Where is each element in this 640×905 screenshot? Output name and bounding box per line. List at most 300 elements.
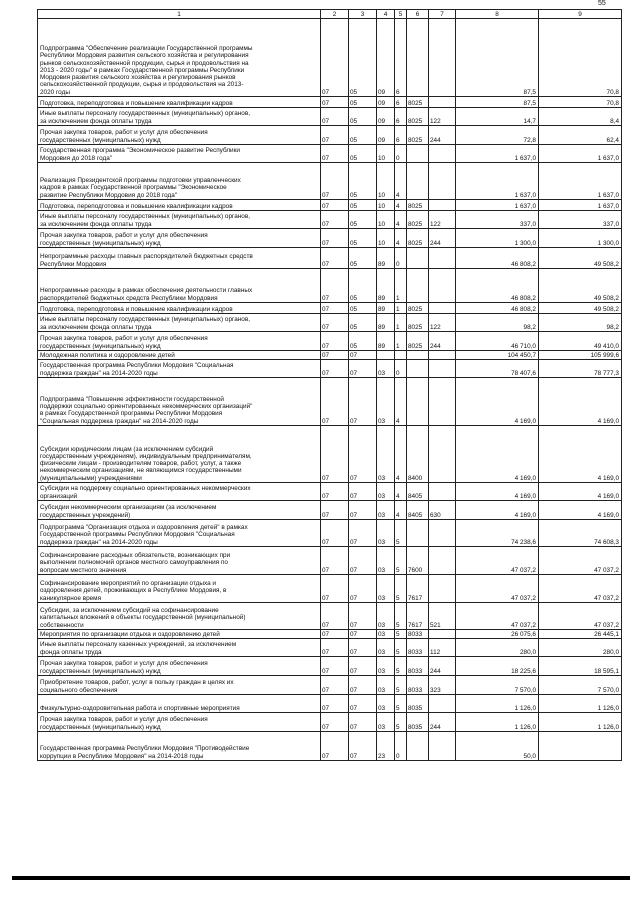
row-direction — [407, 360, 429, 378]
row-direction — [407, 248, 429, 269]
row-direction: 8035 — [407, 695, 429, 713]
row-direction: 8025 — [407, 97, 429, 108]
row-subprogram: 4 — [395, 229, 407, 248]
table-row — [38, 676, 622, 695]
row-subprogram: 0 — [395, 360, 407, 378]
row-subsection: 07 — [349, 360, 377, 378]
row-amount-year1: 46 808,2 — [456, 269, 539, 303]
row-subsection: 05 — [349, 19, 377, 97]
row-name: Государственная программа Республики Мордовия "Социальная поддержка граждан" на 2014-2020 годы — [38, 360, 321, 378]
row-subsection: 05 — [349, 332, 377, 351]
row-amount-year2: 47 037,2 — [539, 547, 622, 575]
row-name: Подпрограмма "Обеспечение реализации Государственной программы Республики Мордовия развития сельского хозяйства и регулирования рынков сельскохозяйственной продукции, сырья и продовольствия на 2013 - 2020 годы" в рамках Государственной программы Республики Мордовия развития сельского хозяйства и регулирования рынков сельскохозяйственной продукции, сырья и продовольствия на 2013- 2020 годы — [38, 19, 321, 97]
row-name: Непрограммные расходы главных распорядителей бюджетных средств Республики Мордовия — [38, 248, 321, 269]
row-expense-type — [429, 630, 456, 639]
row-subsection: 07 — [349, 713, 377, 732]
row-subprogram: 5 — [395, 695, 407, 713]
table-row — [38, 732, 622, 761]
row-subprogram: 0 — [395, 732, 407, 761]
row-expense-type — [429, 97, 456, 108]
table-row — [38, 332, 622, 351]
row-expense-type — [429, 163, 456, 200]
row-direction: 8033 — [407, 630, 429, 639]
row-amount-year1: 87,5 — [456, 97, 539, 108]
row-subprogram: 5 — [395, 639, 407, 657]
row-direction: 8025 — [407, 211, 429, 229]
row-amount-year1: 280,0 — [456, 639, 539, 657]
row-amount-year1: 7 570,0 — [456, 676, 539, 695]
row-subsection: 07 — [349, 520, 377, 547]
row-program: 03 — [377, 657, 395, 676]
row-name: Прочая закупка товаров, работ и услуг для обеспечения государственных (муниципальных) нужд — [38, 126, 321, 145]
row-amount-year2: 4 169,0 — [539, 483, 622, 501]
table-row — [38, 211, 622, 229]
row-subprogram: 5 — [395, 657, 407, 676]
row-expense-type: 122 — [429, 314, 456, 332]
row-amount-year1: 47 037,2 — [456, 575, 539, 603]
row-amount-year2: 70,8 — [539, 97, 622, 108]
row-amount-year1: 47 037,2 — [456, 603, 539, 630]
header-col-2: 2 — [321, 10, 349, 19]
row-amount-year1: 1 300,0 — [456, 229, 539, 248]
row-section: 07 — [321, 211, 349, 229]
row-amount-year2: 47 037,2 — [539, 603, 622, 630]
row-subsection: 07 — [349, 483, 377, 501]
row-subsection: 05 — [349, 145, 377, 163]
row-subsection: 05 — [349, 248, 377, 269]
row-subprogram — [395, 351, 407, 360]
row-amount-year1: 78 407,6 — [456, 360, 539, 378]
row-section: 07 — [321, 145, 349, 163]
row-amount-year1: 74 238,6 — [456, 520, 539, 547]
row-subprogram: 1 — [395, 314, 407, 332]
row-amount-year2: 105 999,6 — [539, 351, 622, 360]
row-direction — [407, 351, 429, 360]
row-direction — [407, 163, 429, 200]
row-direction — [407, 19, 429, 97]
row-amount-year2: 62,4 — [539, 126, 622, 145]
row-direction: 8025 — [407, 303, 429, 314]
row-expense-type: 521 — [429, 603, 456, 630]
row-name: Прочая закупка товаров, работ и услуг для обеспечения государственных (муниципальных) нужд — [38, 713, 321, 732]
row-expense-type — [429, 575, 456, 603]
row-section: 07 — [321, 501, 349, 520]
row-program: 09 — [377, 97, 395, 108]
row-subprogram: 4 — [395, 378, 407, 426]
row-amount-year2: 47 037,2 — [539, 575, 622, 603]
header-row — [38, 10, 622, 19]
row-expense-type — [429, 426, 456, 483]
row-expense-type — [429, 145, 456, 163]
row-amount-year2: 280,0 — [539, 639, 622, 657]
row-program: 89 — [377, 269, 395, 303]
row-name: Иные выплаты персоналу государственных (муниципальных) органов, за исключением фонда оплаты труда — [38, 211, 321, 229]
row-name: Подпрограмма "Повышение эффективности государственной поддержки социально ориентированных некоммерческих организаций" в рамках Государственной программы Республики Мордовия "Социальная поддержка граждан" на 2014-2020 годы — [38, 378, 321, 426]
row-name: Иные выплаты персоналу казенных учреждений, за исключением фонда оплаты труда — [38, 639, 321, 657]
table-row — [38, 229, 622, 248]
header-col-5: 5 — [395, 10, 407, 19]
header-col-9: 9 — [539, 10, 622, 19]
row-section: 07 — [321, 483, 349, 501]
row-program: 03 — [377, 676, 395, 695]
row-section: 07 — [321, 360, 349, 378]
row-subprogram: 0 — [395, 248, 407, 269]
row-subprogram: 5 — [395, 630, 407, 639]
row-program: 03 — [377, 426, 395, 483]
row-direction — [407, 269, 429, 303]
row-amount-year2: 70,8 — [539, 19, 622, 97]
row-name: Субсидии, за исключением субсидий на софинансирование капитальных вложений в объекты государственной (муниципальной) собственности — [38, 603, 321, 630]
row-direction: 8405 — [407, 483, 429, 501]
table-row — [38, 200, 622, 211]
row-direction — [407, 732, 429, 761]
row-expense-type: 244 — [429, 332, 456, 351]
header-col-6: 6 — [407, 10, 429, 19]
row-section: 07 — [321, 603, 349, 630]
row-expense-type: 244 — [429, 657, 456, 676]
row-name: Прочая закупка товаров, работ и услуг для обеспечения государственных (муниципальных) нужд — [38, 332, 321, 351]
row-program: 03 — [377, 483, 395, 501]
table-body — [38, 19, 622, 761]
row-subsection: 07 — [349, 630, 377, 639]
row-name: Реализация Президентской программы подготовки управленческих кадров в рамках Государственной программы "Экономическое развитие Республики Мордовия до 2018 года" — [38, 163, 321, 200]
row-amount-year2: 4 169,0 — [539, 501, 622, 520]
row-section: 07 — [321, 378, 349, 426]
row-amount-year2: 1 637,0 — [539, 145, 622, 163]
row-amount-year2: 1 637,0 — [539, 200, 622, 211]
row-subsection: 07 — [349, 695, 377, 713]
row-name: Субсидии на поддержку социально ориентированных некоммерческих организаций — [38, 483, 321, 501]
row-subprogram: 4 — [395, 163, 407, 200]
row-subsection: 05 — [349, 97, 377, 108]
row-amount-year2: 18 595,1 — [539, 657, 622, 676]
row-direction: 8025 — [407, 229, 429, 248]
row-section: 07 — [321, 713, 349, 732]
row-subprogram: 5 — [395, 676, 407, 695]
row-program: 03 — [377, 695, 395, 713]
row-name: Субсидии юридическим лицам (за исключением субсидий государственным учреждениям), индивидуальным предпринимателям, физическим лицам - производителям товаров, работ, услуг, а также некоммерческим организациям, не являющимся государственными (муниципальными) учреждениями — [38, 426, 321, 483]
row-amount-year2: 1 637,0 — [539, 163, 622, 200]
row-amount-year1: 46 710,0 — [456, 332, 539, 351]
row-section: 07 — [321, 229, 349, 248]
row-program: 10 — [377, 211, 395, 229]
row-section: 07 — [321, 732, 349, 761]
row-program: 09 — [377, 126, 395, 145]
row-program: 03 — [377, 501, 395, 520]
row-expense-type — [429, 360, 456, 378]
row-name: Физкультурно-оздоровительная работа и спортивные мероприятия — [38, 695, 321, 713]
table-row — [38, 97, 622, 108]
row-section: 07 — [321, 314, 349, 332]
row-section: 07 — [321, 108, 349, 126]
table-row — [38, 713, 622, 732]
row-program: 09 — [377, 19, 395, 97]
row-amount-year2: 49 410,0 — [539, 332, 622, 351]
row-amount-year2: 1 300,0 — [539, 229, 622, 248]
row-amount-year1: 1 637,0 — [456, 145, 539, 163]
row-expense-type — [429, 378, 456, 426]
row-expense-type: 244 — [429, 713, 456, 732]
row-amount-year1: 47 037,2 — [456, 547, 539, 575]
row-subprogram: 1 — [395, 269, 407, 303]
row-expense-type — [429, 19, 456, 97]
row-direction — [407, 378, 429, 426]
row-subprogram: 5 — [395, 520, 407, 547]
row-subprogram: 0 — [395, 145, 407, 163]
row-subsection: 07 — [349, 378, 377, 426]
row-program: 03 — [377, 639, 395, 657]
row-expense-type: 112 — [429, 639, 456, 657]
row-subsection: 07 — [349, 351, 377, 360]
header-col-4: 4 — [377, 10, 395, 19]
bottom-rule — [12, 876, 630, 880]
table-row — [38, 547, 622, 575]
row-expense-type — [429, 520, 456, 547]
row-program — [377, 351, 395, 360]
row-section: 07 — [321, 126, 349, 145]
row-direction: 7617 — [407, 603, 429, 630]
table-row — [38, 630, 622, 639]
table-row — [38, 426, 622, 483]
row-name: Прочая закупка товаров, работ и услуг для обеспечения государственных (муниципальных) нужд — [38, 229, 321, 248]
row-program: 03 — [377, 713, 395, 732]
row-amount-year2: 1 126,0 — [539, 713, 622, 732]
row-expense-type — [429, 200, 456, 211]
row-expense-type — [429, 303, 456, 314]
row-amount-year2: 78 777,3 — [539, 360, 622, 378]
row-subprogram: 4 — [395, 200, 407, 211]
row-amount-year2: 74 608,3 — [539, 520, 622, 547]
row-expense-type — [429, 269, 456, 303]
row-subsection: 05 — [349, 211, 377, 229]
page-number: 55 — [598, 0, 606, 7]
row-expense-type: 630 — [429, 501, 456, 520]
row-subsection: 05 — [349, 163, 377, 200]
row-program: 03 — [377, 360, 395, 378]
row-program: 10 — [377, 163, 395, 200]
table-row — [38, 360, 622, 378]
row-amount-year1: 14,7 — [456, 108, 539, 126]
row-amount-year1: 18 225,6 — [456, 657, 539, 676]
row-direction: 8033 — [407, 676, 429, 695]
row-section: 07 — [321, 520, 349, 547]
row-name: Подготовка, переподготовка и повышение квалификации кадров — [38, 200, 321, 211]
row-amount-year2: 49 508,2 — [539, 269, 622, 303]
row-subsection: 07 — [349, 547, 377, 575]
table-row — [38, 108, 622, 126]
row-name: Подпрограмма "Организация отдыха и оздоровления детей" в рамках Государственной программы Республики Мордовия "Социальная поддержка граждан" на 2014-2020 годы — [38, 520, 321, 547]
table-row — [38, 575, 622, 603]
row-amount-year1: 1 126,0 — [456, 713, 539, 732]
row-amount-year1: 72,8 — [456, 126, 539, 145]
row-direction: 7600 — [407, 547, 429, 575]
row-subsection: 07 — [349, 426, 377, 483]
table-row — [38, 163, 622, 200]
table-row — [38, 501, 622, 520]
row-subsection: 07 — [349, 657, 377, 676]
row-amount-year1: 4 169,0 — [456, 378, 539, 426]
table-row — [38, 351, 622, 360]
row-amount-year2: 4 169,0 — [539, 426, 622, 483]
row-program: 03 — [377, 378, 395, 426]
row-section: 07 — [321, 426, 349, 483]
row-name: Софинансирование мероприятий по организации отдыха и оздоровления детей, проживающих в Республике Мордовия, в каникулярное время — [38, 575, 321, 603]
row-subprogram: 6 — [395, 97, 407, 108]
row-program: 03 — [377, 575, 395, 603]
row-expense-type: 244 — [429, 229, 456, 248]
row-subsection: 07 — [349, 575, 377, 603]
row-program: 89 — [377, 303, 395, 314]
row-subsection: 07 — [349, 639, 377, 657]
row-amount-year1: 46 808,2 — [456, 248, 539, 269]
header-col-7: 7 — [429, 10, 456, 19]
row-amount-year1: 26 075,6 — [456, 630, 539, 639]
row-subprogram: 4 — [395, 483, 407, 501]
row-name: Иные выплаты персоналу государственных (муниципальных) органов, за исключением фонда оплаты труда — [38, 314, 321, 332]
row-section: 07 — [321, 575, 349, 603]
row-program: 23 — [377, 732, 395, 761]
row-name: Прочая закупка товаров, работ и услуг для обеспечения государственных (муниципальных) нужд — [38, 657, 321, 676]
row-expense-type — [429, 248, 456, 269]
row-section: 07 — [321, 630, 349, 639]
row-section: 07 — [321, 248, 349, 269]
row-expense-type — [429, 732, 456, 761]
row-section: 07 — [321, 639, 349, 657]
table-row — [38, 520, 622, 547]
row-direction: 8025 — [407, 332, 429, 351]
row-subsection: 05 — [349, 314, 377, 332]
row-section: 07 — [321, 200, 349, 211]
row-amount-year1: 98,2 — [456, 314, 539, 332]
row-name: Подготовка, переподготовка и повышение квалификации кадров — [38, 97, 321, 108]
row-subsection: 05 — [349, 108, 377, 126]
row-direction — [407, 520, 429, 547]
table-row — [38, 145, 622, 163]
row-section: 07 — [321, 657, 349, 676]
budget-table — [37, 9, 622, 761]
row-expense-type — [429, 547, 456, 575]
row-program: 10 — [377, 229, 395, 248]
row-amount-year2: 98,2 — [539, 314, 622, 332]
table-row — [38, 303, 622, 314]
row-amount-year1: 46 808,2 — [456, 303, 539, 314]
row-subsection: 05 — [349, 126, 377, 145]
row-amount-year2: 1 126,0 — [539, 695, 622, 713]
row-program: 03 — [377, 520, 395, 547]
row-subprogram: 4 — [395, 211, 407, 229]
row-program: 03 — [377, 603, 395, 630]
row-section: 07 — [321, 676, 349, 695]
table-row — [38, 695, 622, 713]
row-name: Приобретение товаров, работ, услуг в пользу граждан в целях их социального обеспечения — [38, 676, 321, 695]
row-amount-year2: 8,4 — [539, 108, 622, 126]
row-subprogram: 6 — [395, 108, 407, 126]
row-subprogram: 4 — [395, 426, 407, 483]
row-name: Иные выплаты персоналу государственных (муниципальных) органов, за исключением фонда оплаты труда — [38, 108, 321, 126]
table-row — [38, 657, 622, 676]
row-name: Подготовка, переподготовка и повышение квалификации кадров — [38, 303, 321, 314]
table-row — [38, 19, 622, 97]
row-section: 07 — [321, 269, 349, 303]
row-expense-type — [429, 351, 456, 360]
row-subsection: 07 — [349, 501, 377, 520]
row-direction: 8033 — [407, 639, 429, 657]
row-amount-year2: 49 508,2 — [539, 303, 622, 314]
row-amount-year1: 104 450,7 — [456, 351, 539, 360]
row-section: 07 — [321, 695, 349, 713]
row-expense-type: 122 — [429, 108, 456, 126]
table-row — [38, 603, 622, 630]
row-subprogram: 1 — [395, 332, 407, 351]
row-program: 10 — [377, 145, 395, 163]
row-amount-year2: 4 169,0 — [539, 378, 622, 426]
row-subprogram: 5 — [395, 603, 407, 630]
row-subprogram: 1 — [395, 303, 407, 314]
row-section: 07 — [321, 332, 349, 351]
table-row — [38, 639, 622, 657]
row-program: 03 — [377, 547, 395, 575]
row-expense-type — [429, 695, 456, 713]
row-program: 10 — [377, 200, 395, 211]
row-direction: 8025 — [407, 108, 429, 126]
row-program: 89 — [377, 314, 395, 332]
row-amount-year2: 7 570,0 — [539, 676, 622, 695]
row-name: Государственная программа Республики Мордовия "Противодействие коррупции в Республике Мордовия" на 2014-2018 годы — [38, 732, 321, 761]
row-amount-year2: 337,0 — [539, 211, 622, 229]
row-subprogram: 5 — [395, 547, 407, 575]
row-subsection: 05 — [349, 200, 377, 211]
row-direction: 8025 — [407, 314, 429, 332]
row-amount-year1: 4 169,0 — [456, 426, 539, 483]
row-subprogram: 5 — [395, 713, 407, 732]
row-program: 03 — [377, 630, 395, 639]
header-col-3: 3 — [349, 10, 377, 19]
row-amount-year1: 337,0 — [456, 211, 539, 229]
row-direction: 7617 — [407, 575, 429, 603]
row-section: 07 — [321, 163, 349, 200]
row-program: 89 — [377, 332, 395, 351]
row-amount-year1: 50,0 — [456, 732, 539, 761]
row-direction: 8035 — [407, 713, 429, 732]
row-amount-year1: 4 169,0 — [456, 483, 539, 501]
row-expense-type: 122 — [429, 211, 456, 229]
row-amount-year1: 1 126,0 — [456, 695, 539, 713]
row-direction — [407, 145, 429, 163]
row-amount-year2: 49 508,2 — [539, 248, 622, 269]
row-subsection: 05 — [349, 269, 377, 303]
row-subsection: 05 — [349, 229, 377, 248]
table-row — [38, 378, 622, 426]
row-expense-type — [429, 483, 456, 501]
row-section: 07 — [321, 19, 349, 97]
row-direction: 8025 — [407, 200, 429, 211]
row-subsection: 07 — [349, 603, 377, 630]
row-amount-year1: 1 637,0 — [456, 163, 539, 200]
table-row — [38, 269, 622, 303]
row-subprogram: 5 — [395, 575, 407, 603]
row-section: 07 — [321, 351, 349, 360]
table-row — [38, 126, 622, 145]
row-subprogram: 6 — [395, 19, 407, 97]
row-direction: 8025 — [407, 126, 429, 145]
table-row — [38, 314, 622, 332]
row-amount-year1: 4 169,0 — [456, 501, 539, 520]
row-name: Софинансирование расходных обязательств, возникающих при выполнении полномочий органов местного самоуправления по вопросам местного значения — [38, 547, 321, 575]
row-subprogram: 4 — [395, 501, 407, 520]
row-direction: 8033 — [407, 657, 429, 676]
row-amount-year2: 26 445,1 — [539, 630, 622, 639]
row-amount-year2 — [539, 732, 622, 761]
